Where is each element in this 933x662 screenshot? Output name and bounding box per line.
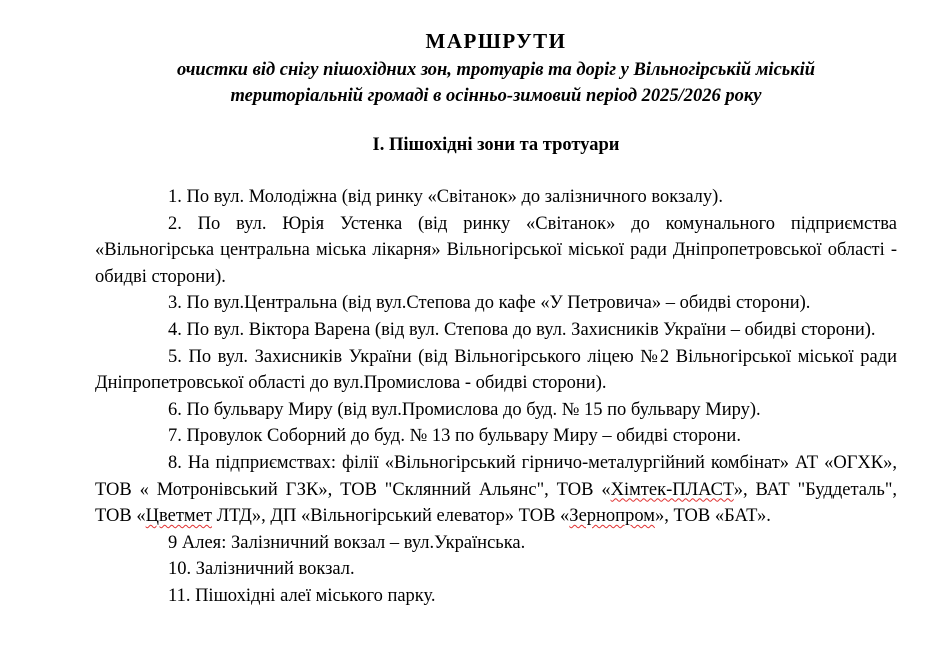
route-item-5: 5. По вул. Захисників України (від Вільногірського ліцею №2 Вільногірської міської ради Дніпропетровської області до вул.Промислова - обидві сторони). [95,346,897,394]
route-item-9: 9 Алея: Залізничний вокзал – вул.Українська. [168,532,526,553]
route-item-11: 11. Пішохідні алеї міського парку. [168,585,436,606]
route-item-1: 1. По вул. Молодіжна (від ринку «Світанок» до залізничного вокзалу). [168,187,723,207]
route-item-6: 6. По бульвару Миру (від вул.Промислова до буд. № 15 по бульвару Миру). [168,399,761,420]
route-item-10: 10. Залізничний вокзал. [168,559,355,580]
document-subtitle-line-2: територіальній громаді в осінньо-зимовий період 2025/2026 року [230,86,762,106]
spellcheck-word[interactable]: Цветмет [145,506,212,527]
spellcheck-word[interactable]: Хімтек-ПЛАСТ [610,479,734,500]
document-title: МАРШРУТИ [425,29,567,53]
spellcheck-word[interactable]: Зернопром [569,506,655,527]
route-item-2: 2. По вул. Юрія Устенка (від ринку «Світанок» до комунального підприємства «Вільногірська центральна міська лікарня» Вільногірської міської ради Дніпропетровської області - обидві сторони). [95,213,897,287]
route-item-8-text: 8. На підприємствах: філії «Вільногірський гірничо-металургійний комбінат» АТ «ОГХК», ТОВ « Мотронівський ГЗК», ТОВ "Склянний Альянс", ТОВ « [95,452,897,500]
route-item-4: 4. По вул. Віктора Варена (від вул. Степова до вул. Захисників України – обидві сторони). [168,319,876,340]
section-heading: І. Пішохідні зони та тротуари [372,135,620,155]
route-item-3: 3. По вул.Центральна (від вул.Степова до кафе «У Петровича» – обидві сторони). [168,293,811,314]
routes-list [95,184,897,610]
route-item-8-text: ЛТД», ДП «Вільногірський елеватор» ТОВ « [211,506,570,527]
route-item-8-text: », ТОВ «БАТ». [654,506,771,527]
route-item-8-text: », ВАТ "Буддеталь", ТОВ « [95,479,897,527]
document-subtitle-line-1: очистки від снігу пішохідних зон, тротуарів та доріг у Вільногірській міській [176,60,816,80]
route-item-8 [95,450,897,530]
route-item-7: 7. Провулок Соборний до буд. № 13 по бульвару Миру – обидві сторони. [168,426,741,447]
